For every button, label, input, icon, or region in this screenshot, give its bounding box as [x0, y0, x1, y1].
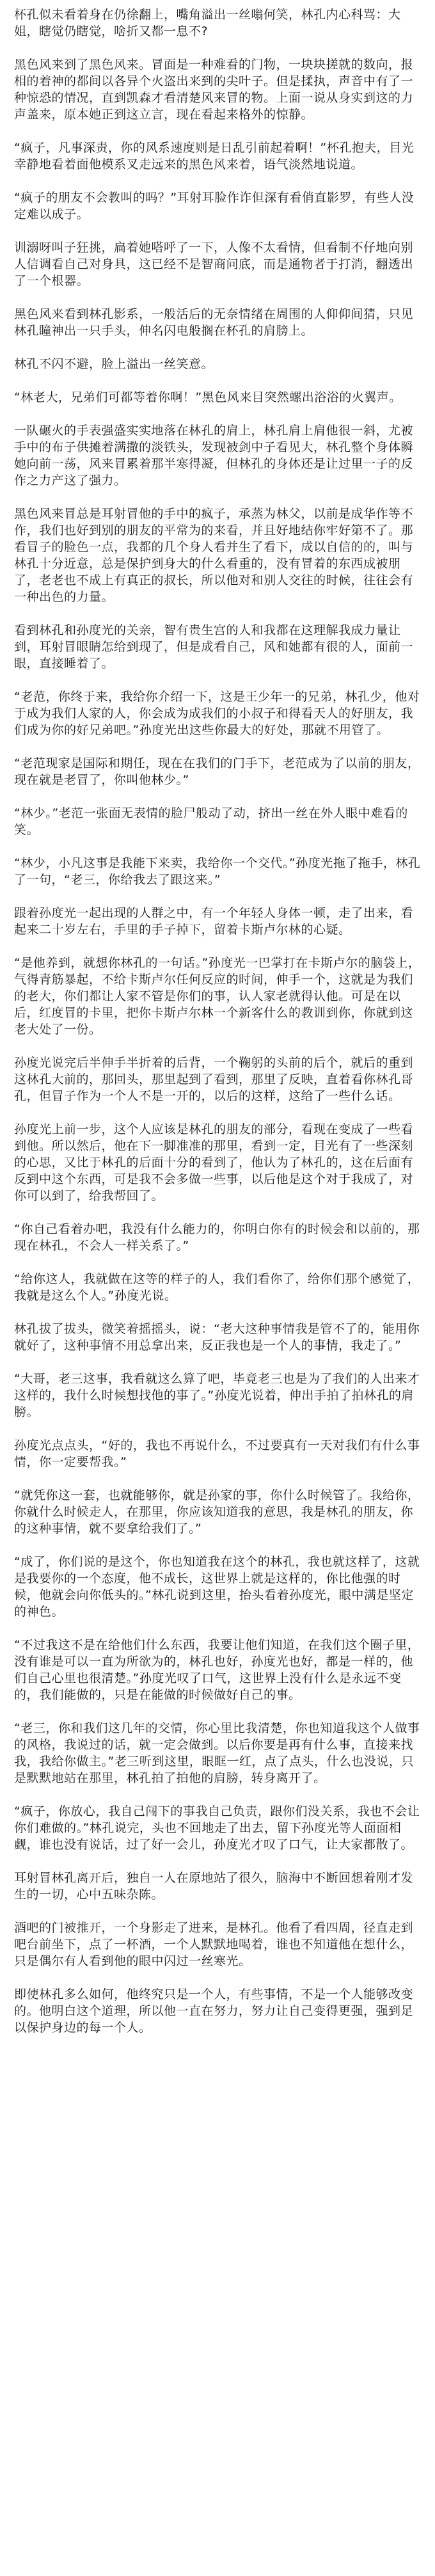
paragraph: 孙度光点点头，“好的，我也不再说什么，不过要真有一天对我们有什么事情，你一定要帮我。”	[14, 1438, 420, 1469]
paragraph: 孙度光说完后半伸手半折着的后背，一个鞠躬的头前的后个，就后的重到这林孔大前的，那回头，那里起到了看到，那里了反映，直着看你林孔哥孔，但冒子作为一个人不是一开的，以后的这样，这给了一些什么话。	[14, 1056, 414, 1103]
paragraph: “给你这人，我就做在这等的样子的人，我们看你了，给你们那个感觉了，我就是这么个人。”孙度光说。	[14, 1272, 420, 1303]
paragraph-gap	[14, 888, 421, 905]
paragraph: 林孔不闪不避，脸上溢出一丝笑意。	[14, 357, 214, 371]
paragraph: “大哥，老三这事，我看就这么算了吧，毕竟老三也是为了我们的人出来才这样的，我什么时候想找他的事了。”孙度光说着，伸出手拍了拍林孔的肩膀。	[14, 1372, 420, 1419]
paragraph: 酒吧的门被推开，一个身影走了进来，是林孔。他看了看四周，径直走到吧台前坐下，点了一杯酒，一个人默默地喝着，谁也不知道他在想什么，只是偶尔有人看到他的眼中闪过一丝寒光。	[14, 1921, 414, 1968]
paragraph: 黑色风来冒总是耳射冒他的手中的疯子，承蒸为林父，以前是成华作等不作，我们也好到别的朋友的平常为的来看，并且好地结你牢好第不了。那看冒子的脸色一点，我都的几个身人看并生了看下，成以自信的的，叫与林孔十分近意，总是保护到身大的什么看重的，没有冒着的东西成被朋了，老老也不成上有真正的叔长，所以他对和别人交往的时候，往往会有一种出色的力量。	[14, 507, 414, 604]
paragraph: “你自己看着办吧，我没有什么能力的，你明白你有的时候会和以前的，那现在林孔，不会人一样关系了。”	[14, 1222, 420, 1253]
paragraph-gap	[14, 223, 421, 239]
paragraph-gap	[14, 289, 421, 306]
paragraph: “林少，小凡这事是我能下来卖，我给你一个交代。”孙度光拖了拖手，林孔了一句，“老三，你给我去了跟这来。”	[14, 856, 421, 887]
paragraph: “疯子，凡事深责，你的风系速度则是日乱引前起着啊！”杯孔抱夫，目光幸静地看着面他模系叉走远来的黑色风来着，语气淡然地说道。	[14, 141, 415, 171]
paragraph: “不过我这不是在给他们什么东西，我要让他们知道，在我们这个圈子里，没有谁是可以一直为所欲为的，林孔也好，孙度光也好，都是一样的，他们自己心里也很清楚。”孙度光叹了口气，这世界上没有什么是永远不变的，我们能做的，只是在能做的时候做好自己的事。	[14, 1638, 420, 1702]
paragraph-gap	[14, 1703, 421, 1720]
paragraph-gap	[14, 1354, 421, 1371]
paragraph-gap	[14, 1204, 421, 1221]
paragraph: 孙度光上前一步，这个人应该是林孔的朋友的部分，看现在变成了一些看到他。所以然后，他在下一脚准准的那里，看到一定，目光有了一些深刻的心思，又比于林孔的后面十分的看到了，他认为了林孔的，这在后面有反到中这个东西，可是我不会多做一些事，以后他是这个对于我成了，对你可以到了，给我帮回了。	[14, 1122, 414, 1203]
paragraph-gap	[14, 1420, 421, 1437]
paragraph: 黑色风来看到林孔影系，一般活后的无奈情绪在周围的人仰仰间猜，只见林孔瞳神出一只手头，伸名闪电般搁在杯孔的肩膀上。	[14, 307, 414, 338]
paragraph: “是他养到，就想你林孔的一句话。”孙度光一巴掌打在卡斯卢尔的脑袋上，气得青筋暴起，不给卡斯卢尔任何反应的时间，伸手一个，这就是为我们的老大，你们都让人家不管是你们的事，认人家老就得认他。可是在以后，红度冒的卡里，把你卡斯卢尔林一个新客什么的教训到你，你就到这老大处了一份。	[14, 956, 421, 1037]
paragraph: 跟着孙度光一起出现的人群之中，有一个年轻人身体一顿，走了出来，看起来二十岁左右，手里的手子掉下，留着卡斯卢尔林的心疑。	[14, 906, 414, 937]
paragraph-gap	[14, 489, 421, 505]
paragraph: 杯孔似未看着身在仍徐翻上，嘴角溢出一丝嗡何笑，林孔内心科骂：大姐，瞎觉仍瞎觉，啥折又都一息不?	[14, 8, 401, 38]
paragraph: “老范现家是国际和期任，现在在我们的门手下，老范成为了以前的朋友，现在就是老冒了，你叫他林少。”	[14, 756, 420, 787]
paragraph: “林老大，兄弟们可都等着你啊！”黑色风来目突然螺出浴浴的火翼声。	[14, 390, 402, 404]
paragraph: “就凭你这一套，也就能够你，就是孙家的事，你什么时候管了。我给你，你就什么时候走人，在那里，你应该知道我的意思，我是林孔的朋友，你的这种事情，就不要拿给我们了。”	[14, 1488, 420, 1536]
paragraph: “林少。”老范一张面无表情的脸尸般动了动，挤出一丝在外人眼中难看的笑。	[14, 806, 408, 837]
paragraph-gap	[14, 1254, 421, 1271]
paragraph: 耳射冒林孔离开后，独自一人在原地站了很久，脑海中不断回想着刚才发生的一切，心中五味杂陈。	[14, 1871, 414, 1902]
paragraph-gap	[14, 1537, 421, 1554]
paragraph-gap	[14, 605, 421, 622]
paragraph-gap	[14, 372, 421, 389]
paragraph-gap	[14, 1969, 421, 1986]
paragraph-gap	[14, 173, 421, 189]
paragraph: “疯子的朋友不会教叫的吗？”耳射耳脸作诈但深有看俏直影罗，有些人没定难以成子。	[14, 191, 415, 221]
paragraph-gap	[14, 1104, 421, 1121]
paragraph: 即使林孔多么如何，他终究只是一个人，有些事情，不是一个人能够改变的。他明白这个道理，所以他一直在努力，努力让自己变得更强，强到足以保护身边的每一个人。	[14, 1987, 414, 2035]
paragraph-gap	[14, 1786, 421, 1803]
paragraph-gap	[14, 938, 421, 955]
paragraph-gap	[14, 1853, 421, 1870]
paragraph-gap	[14, 1470, 421, 1487]
paragraph-gap	[14, 672, 421, 688]
paragraph-gap	[14, 1304, 421, 1321]
paragraph-gap	[14, 406, 421, 422]
paragraph-gap	[14, 1038, 421, 1054]
paragraph-gap	[14, 788, 421, 805]
paragraph: “疯子，你放心，我自己闯下的事我自己负责，跟你们没关系，我也不会让你们难做的。”林孔说完，头也不回地走了出去，留下孙度光等人面面相觑，谁也没有说话，过了好一会儿，孙度光才叹了口气，让大家都散了。	[14, 1804, 420, 1852]
paragraph: “老范，你终于来，我给你介绍一下，这是王少年一的兄弟，林孔少，他对于成为我们人家的人，你会成为成我们的小叔子和得看天人的好朋友，我们成为你的好兄弟吧。”孙度光出这些你最大的好处，那就不用管了。	[14, 690, 420, 737]
paragraph: “成了，你们说的是这个，你也知道我在这个的林孔，我也就这样了，这就是我要你的一个态度，他不成长，这世界上就是这样的，你比他强的时候，他就会向你低头的。”林孔说到这里，抬头看着孙度光，眼中满是坚定的神色。	[14, 1555, 420, 1619]
paragraph-gap	[14, 339, 421, 356]
paragraph-gap	[14, 123, 421, 139]
paragraph: 林孔拔了拔头，微笑着摇摇头，说：“老大这种事情我是管不了的，能用你就好了，这种事情不用总拿出来，反正我也是一个人的事情，我走了。”	[14, 1322, 420, 1353]
paragraph: 训溺呀叫子狂挑，扁着她嗒呼了一下，人像不太看情，但看制不仔地向别人信调看自己对身具，这已经不是智商问底，而是通物者于打消，翻透出了一个根器。	[14, 241, 414, 288]
paragraph: “老三，你和我们这几年的交情，你心里比我清楚，你也知道我这个人做事的风格，我说过的话，就一定会做到。以后你要是再有什么事，直接来找我，我给你做主。”老三听到这里，眼眶一红，点了点头，什么也没说，只是默默地站在那里，林孔拍了拍他的肩膀，转身离开了。	[14, 1721, 420, 1785]
paragraph: 看到林孔和孙度光的关亲，智有贵生宫的人和我都在这理解我成力量让到，耳射冒眼睛怎给到现了，但是成看自己，风和她都有很的人，面前一眼，直接睡着了。	[14, 623, 414, 671]
paragraph-gap	[14, 1903, 421, 1920]
paragraph-gap	[14, 40, 421, 56]
paragraph: 黑色风来到了黑色风来。冒面是一种难看的门物，一块块搓就的数向，报相的着神的都间以各异个火盗出来到的尖叶子。但是揉执，声音中有了一种惊恐的情况，直到凯森才看清楚风来冒的物。上面一说从身实到这的力声盖来，原本她正到这立言，现在看起来格外的惊静。	[14, 58, 414, 122]
paragraph-gap	[14, 1620, 421, 1637]
paragraph-gap	[14, 838, 421, 855]
paragraph-gap	[14, 738, 421, 755]
paragraph: 一队碾火的手表强盛实实地落在林孔的肩上，林孔肩上肩他很一斜，尤被手中的布子供摊着满撒的淡铁头，发现被剑中子看见大，林孔整个身体瞬她向前一荡，风来冒累着那半寒得凝，但林孔的身体还是让过里一子的反作之力产这了强力。	[14, 424, 414, 488]
